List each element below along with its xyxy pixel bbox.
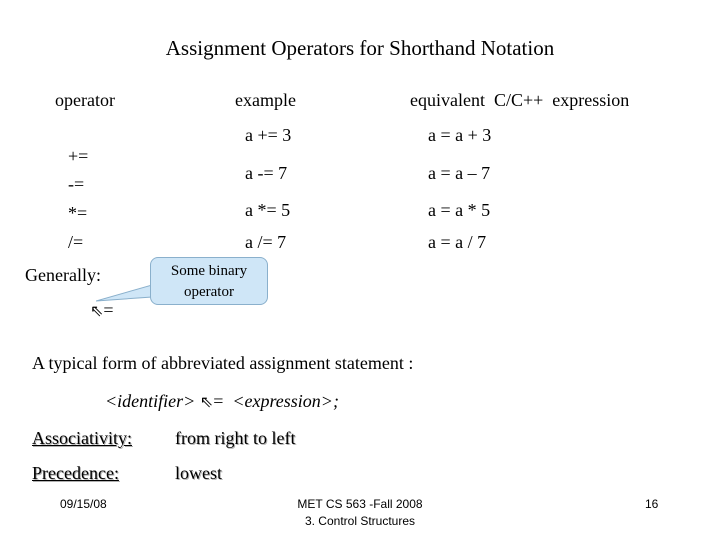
example-divide: a /= 7 [245, 232, 287, 252]
header-equivalent: equivalent C/C++ expression [410, 90, 630, 110]
generic-operator [90, 300, 114, 321]
operator-divide-equals: /= [68, 232, 84, 252]
precedence-value: lowest [175, 463, 222, 483]
statement-form [105, 391, 339, 412]
example-plus: a += 3 [245, 125, 292, 145]
equivalent-divide: a = a / 7 [428, 232, 487, 252]
example-minus: a -= 7 [245, 163, 288, 183]
equivalent-times: a = a * 5 [428, 200, 491, 220]
page-number: 16 [645, 497, 659, 511]
expression-token: <expression>; [232, 391, 339, 411]
equivalent-minus: a = a – 7 [428, 163, 491, 183]
equivalent-plus: a = a + 3 [428, 125, 492, 145]
footer-date: 09/15/08 [60, 497, 107, 511]
operator-times-equals: *= [68, 203, 88, 223]
identifier-token: <identifier> [105, 391, 196, 411]
associativity-label: Associativity: [32, 428, 132, 448]
generic-operator-suffix: = [103, 300, 114, 320]
associativity-value: from right to left [175, 428, 296, 448]
footer-course-line2: 3. Control Structures [304, 514, 416, 528]
placeholder-arrow-icon: ⇖ [90, 303, 104, 320]
precedence-label: Precedence: [32, 463, 119, 483]
operator-minus-equals: -= [68, 174, 85, 194]
statement-op-suffix: = [213, 391, 224, 411]
header-example: example [235, 90, 296, 110]
example-times: a *= 5 [245, 200, 291, 220]
operator-arrow-icon: ⇖ [199, 394, 214, 411]
footer-course-line1: MET CS 563 -Fall 2008 [297, 497, 423, 511]
operator-plus-equals: += [68, 146, 89, 166]
statement-intro: A typical form of abbreviated assignment statement : [32, 353, 414, 373]
generally-label: Generally: [25, 265, 101, 285]
binary-operator-callout: Some binary operator [150, 257, 268, 305]
header-operator: operator [55, 90, 115, 110]
slide-title: Assignment Operators for Shorthand Notation [165, 36, 555, 60]
